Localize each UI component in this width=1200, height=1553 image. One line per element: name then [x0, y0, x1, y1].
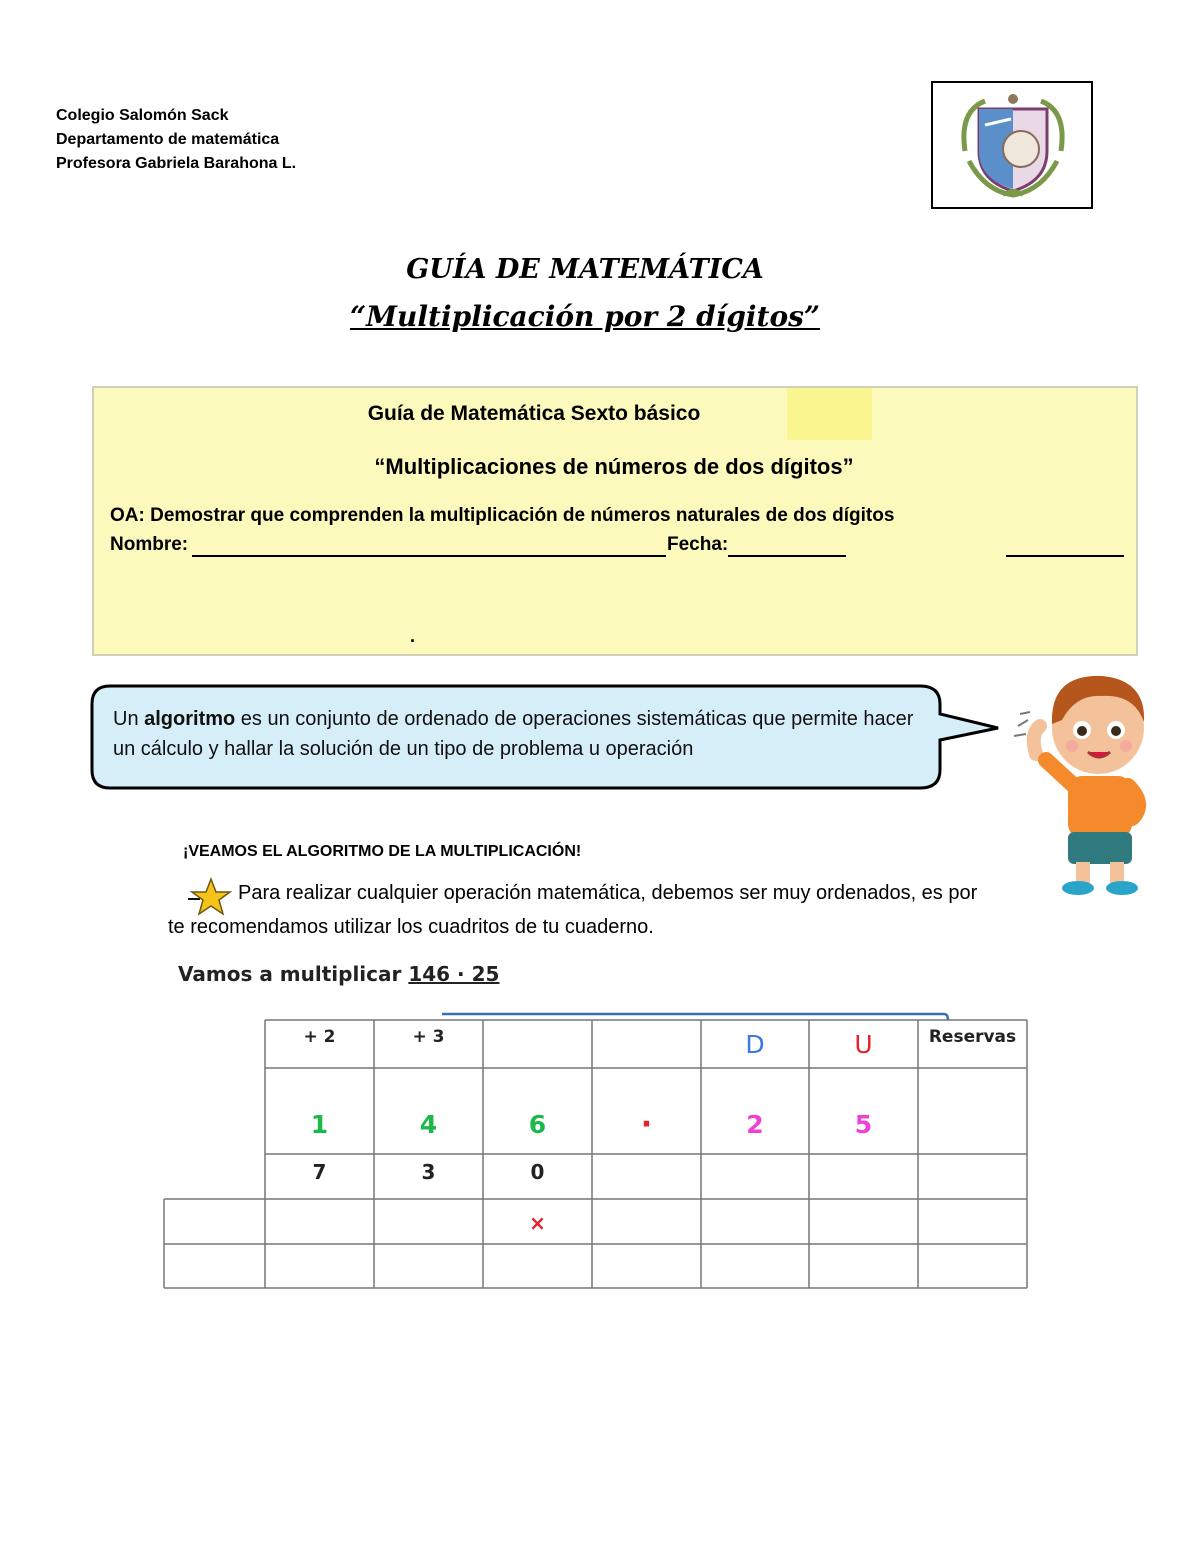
example-statement — [178, 962, 499, 986]
info-box — [92, 386, 1138, 656]
date-field[interactable] — [728, 555, 846, 557]
definition-prefix: Un — [113, 708, 145, 730]
product-digit-cell: 3 — [421, 1160, 436, 1184]
instruction-line-2: te recomendamos utilizar los cuadritos de tu cuaderno. — [168, 916, 654, 938]
header-cell-reserves: Reservas — [928, 1027, 1017, 1047]
learning-objective: OA: Demostrar que comprenden la multiplicación de números naturales de dos dígitos — [110, 505, 895, 526]
teacher-name: Profesora Gabriela Barahona L. — [56, 155, 297, 172]
school-logo-frame — [931, 81, 1093, 209]
digit-cell: 6 — [528, 1110, 547, 1139]
cross-mark: × — [529, 1211, 546, 1235]
name-field[interactable] — [192, 555, 666, 557]
school-crest-icon — [955, 91, 1071, 199]
header-cell: + 3 — [412, 1027, 445, 1047]
digit-cell: 2 — [746, 1110, 764, 1139]
header-cell: + 2 — [303, 1027, 336, 1047]
example-expression: 146 · 25 — [408, 962, 500, 986]
guide-subheading: “Multiplicaciones de números de dos dígitos” — [374, 454, 854, 479]
multiply-dot: · — [640, 1107, 653, 1142]
school-name: Colegio Salomón Sack — [56, 107, 229, 124]
bracket-line — [440, 1010, 950, 1022]
name-label: Nombre: — [110, 534, 189, 555]
page-title: GUÍA DE MATEMÁTICA — [406, 254, 764, 285]
section-heading: ¡VEAMOS EL ALGORITMO DE LA MULTIPLICACIÓN! — [183, 843, 582, 860]
digit-cell: 1 — [310, 1110, 329, 1139]
department-name: Departamento de matemática — [56, 131, 280, 148]
page-subtitle: “Multiplicación por 2 dígitos” — [349, 300, 821, 333]
extra-field[interactable] — [1006, 555, 1124, 557]
digit-cell: 5 — [854, 1110, 873, 1139]
school-header — [56, 104, 296, 176]
instruction-line-1: Para realizar cualquier operación matemática, debemos ser muy ordenados, es por — [238, 882, 978, 904]
guide-heading: Guía de Matemática Sexto básico — [367, 402, 701, 425]
star-icon — [186, 877, 236, 917]
dot-mark: . — [410, 626, 416, 646]
waving-boy-illustration — [1006, 664, 1176, 904]
date-label: Fecha: — [667, 534, 729, 555]
example-label: Vamos a multiplicar — [178, 962, 409, 986]
product-digit-cell: 0 — [530, 1160, 545, 1184]
definition-body: es un conjunto de ordenado de operaciones sistemáticas que permite hacer un cálculo y hallar la solución de un tipo de problema u operación — [113, 708, 914, 760]
header-cell-units: U — [854, 1030, 873, 1059]
algorithm-definition — [113, 704, 933, 764]
digit-cell: 4 — [419, 1110, 438, 1139]
algorithm-term: algoritmo — [144, 708, 236, 730]
product-digit-cell: 7 — [312, 1160, 327, 1184]
header-cell-tens: D — [745, 1030, 765, 1059]
